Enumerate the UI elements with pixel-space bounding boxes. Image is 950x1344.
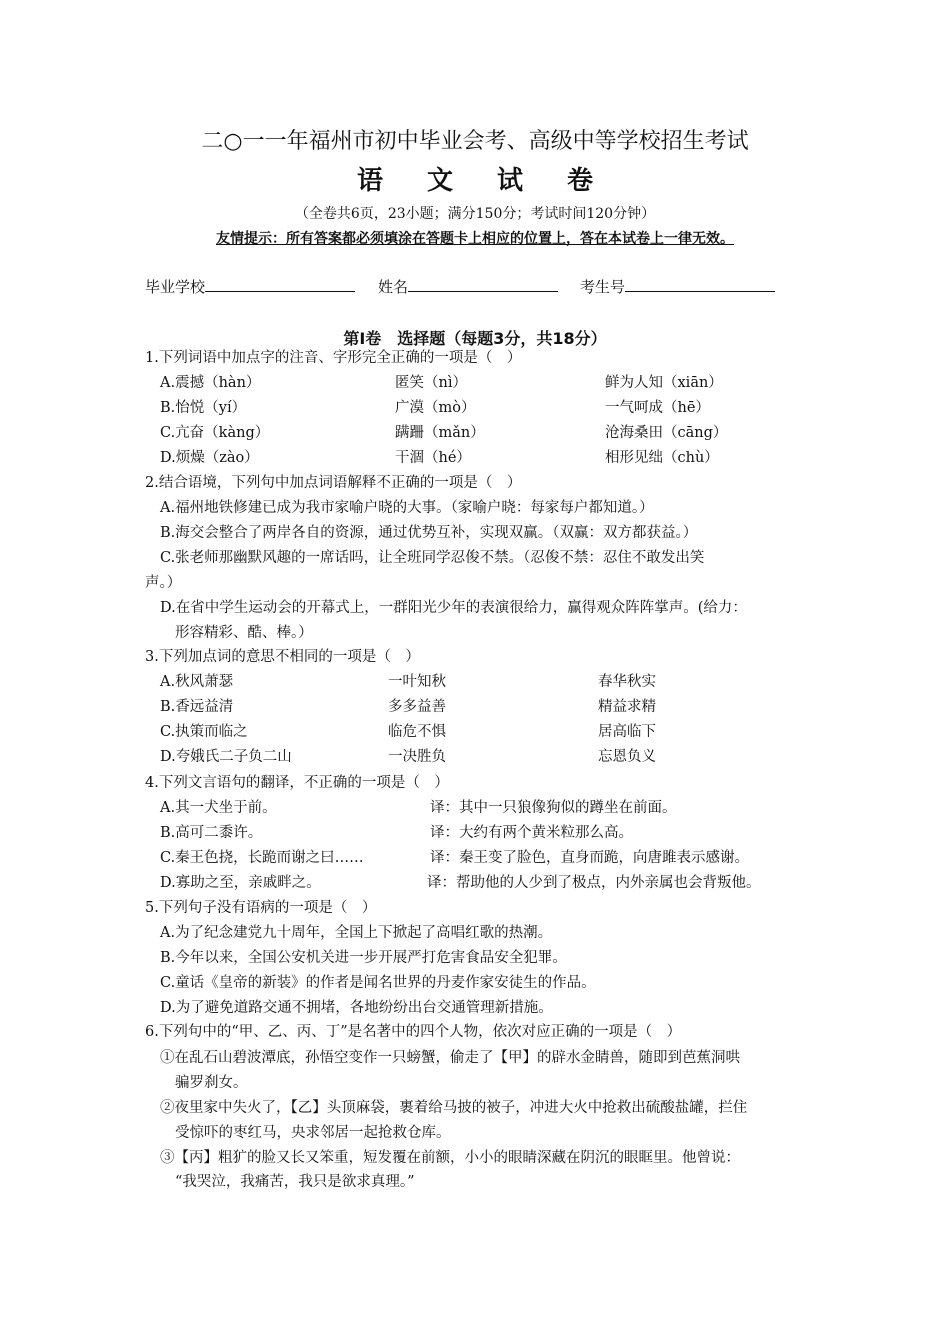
q3-a-1: A.秋风萧瑟: [160, 674, 234, 690]
q6-stem: 6.下列句中的“甲、乙、丙、丁”是名著中的四个人物，依次对应正确的一项是（ ）: [145, 1024, 682, 1040]
q3-c-3: 居高临下: [598, 724, 656, 740]
exam-tip: 友情提示：所有答案都必须填涂在答题卡上相应的位置上，答在本试卷上一律无效。: [216, 231, 734, 247]
name-label: 姓名: [378, 278, 409, 296]
q3-d-2: 一决胜负: [388, 749, 446, 765]
q3-c-1: C.执策而临之: [160, 724, 248, 740]
q4-c-translation: 译：秦王变了脸色，直身而跪，向唐雎表示感谢。: [430, 850, 749, 866]
q1-a-2: 匿笑（nì）: [395, 375, 467, 391]
q4-c-text: C.秦王色挠，长跪而谢之曰……: [160, 850, 364, 866]
q1-stem: 1.下列词语中加点字的注音、字形完全正确的一项是（ ）: [145, 350, 522, 366]
q6-item-3: ③【丙】粗犷的脸又长又笨重，短发覆在前额，小小的眼睛深藏在阴沉的眼眶里。他曾说：: [160, 1150, 740, 1166]
q1-b-2: 广漠（mò）: [395, 400, 476, 416]
q1-c-1: C.亢奋（kàng）: [160, 425, 270, 441]
q3-a-2: 一叶知秋: [388, 674, 446, 690]
q5-option-d: D.为了避免道路交通不拥堵，各地纷纷出台交通管理新措施。: [160, 1000, 553, 1016]
q2-stem: 2.结合语境，下列句中加点词语解释不正确的一项是（ ）: [145, 475, 522, 491]
q2-option-d: D.在省中学生运动会的开幕式上，一群阳光少年的表演很给力，赢得观众阵阵掌声。(给力：: [160, 600, 747, 616]
q2-option-c: C.张老师那幽默风趣的一席话吗，让全班同学忍俊不禁。（忍俊不禁：忍住不敢发出笑: [160, 550, 705, 566]
q1-a-1: A.震撼（hàn）: [160, 375, 261, 391]
exam-number-blank[interactable]: [625, 277, 775, 292]
q1-d-1: D.烦燥（zào）: [160, 450, 259, 466]
q3-d-1: D.夸娥氏二子负二山: [160, 749, 292, 765]
q1-c-2: 蹒跚（mǎn）: [395, 425, 485, 441]
q5-option-c: C.童话《皇帝的新装》的作者是闻名世界的丹麦作家安徒生的作品。: [160, 975, 596, 991]
q3-stem: 3.下列加点词的意思不相同的一项是（ ）: [145, 649, 420, 665]
q1-b-3: 一气呵成（hē）: [605, 400, 710, 416]
q2-option-d-cont: 形容精彩、酷、棒。）: [175, 625, 313, 641]
school-label: 毕业学校: [145, 278, 206, 296]
q6-item-3-cont: “我哭泣，我痛苦，我只是欲求真理。”: [175, 1174, 415, 1190]
q1-b-1: B.怡悦（yí）: [160, 400, 247, 416]
exam-title: 二○一一年福州市初中毕业会考、高级中等学校招生考试: [201, 129, 749, 154]
q2-option-b: B.海交会整合了两岸各自的资源，通过优势互补，实现双赢。（双赢：双方都获益。）: [160, 525, 698, 541]
q5-option-a: A.为了纪念建党九十周年，全国上下掀起了高唱红歌的热潮。: [160, 925, 553, 941]
exam-subject: 语文试卷: [356, 166, 637, 196]
q3-d-3: 忘恩负义: [598, 749, 656, 765]
q4-d-translation: 译：帮助他的人少到了极点，内外亲属也会背叛他。: [427, 875, 761, 891]
q6-item-1: ①在乱石山碧波潭底，孙悟空变作一只螃蟹，偷走了【甲】的辟水金睛兽，随即到芭蕉洞哄: [160, 1050, 740, 1066]
school-field: [145, 276, 355, 297]
q3-b-2: 多多益善: [388, 699, 446, 715]
q1-a-3: 鲜为人知（xiān）: [605, 375, 723, 391]
q4-a-text: A.其一犬坐于前。: [160, 800, 277, 816]
q1-d-3: 相形见绌（chù）: [605, 450, 719, 466]
q4-b-text: B.高可二黍许。: [160, 825, 263, 841]
school-blank[interactable]: [205, 277, 355, 292]
q6-item-2: ②夜里家中失火了，【乙】头顶麻袋，裹着给马披的被子，冲进大火中抢救出硫酸盐罐，拦住: [160, 1100, 748, 1116]
exam-number-field: [580, 276, 775, 297]
q3-b-3: 精益求精: [598, 699, 656, 715]
q4-a-translation: 译：其中一只狼像狗似的蹲坐在前面。: [430, 800, 677, 816]
q4-b-translation: 译：大约有两个黄米粒那么高。: [430, 825, 633, 841]
name-blank[interactable]: [408, 277, 558, 292]
q5-stem: 5.下列句子没有语病的一项是（ ）: [145, 900, 377, 916]
q3-b-1: B.香远益清: [160, 699, 234, 715]
q2-option-c-cont: 声。）: [145, 575, 182, 591]
name-field: [378, 276, 558, 297]
q6-item-1-cont: 骗罗刹女。: [175, 1075, 248, 1091]
q4-stem: 4.下列文言语句的翻译，不正确的一项是（ ）: [145, 775, 449, 791]
section-title: 第Ⅰ卷 选择题（每题3分，共18分）: [343, 329, 607, 348]
q5-option-b: B.今年以来，全国公安机关进一步开展严打危害食品安全犯罪。: [160, 950, 567, 966]
q3-a-3: 春华秋实: [598, 674, 656, 690]
q3-c-2: 临危不惧: [388, 724, 446, 740]
exam-info: （全卷共6页，23小题；满分150分；考试时间120分钟）: [294, 206, 656, 222]
exam-number-label: 考生号: [580, 278, 626, 296]
q2-option-a: A.福州地铁修建已成为我市家喻户晓的大事。（家喻户晓：每家每户都知道。）: [160, 500, 654, 516]
q6-item-2-cont: 受惊吓的枣红马，央求邻居一起抢救仓库。: [175, 1125, 451, 1141]
q1-d-2: 干涸（hé）: [395, 450, 471, 466]
q4-d-text: D.寡助之至，亲戚畔之。: [160, 875, 321, 891]
q1-c-3: 沧海桑田（cāng）: [605, 425, 728, 441]
